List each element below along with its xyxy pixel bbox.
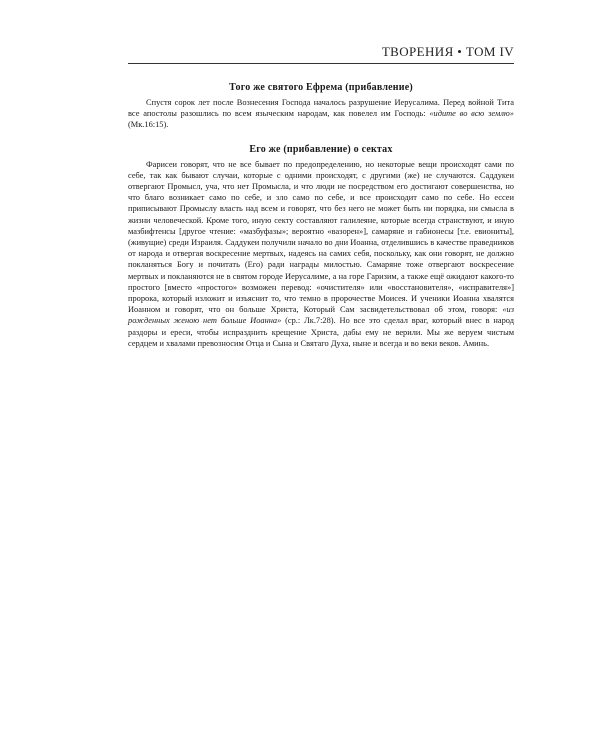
quote-run: «идите во всю землю» — [429, 109, 514, 119]
section-title-ephrem: Того же святого Ефрема (прибавление) — [229, 82, 413, 93]
page-content — [128, 82, 514, 349]
text-run: Фарисеи говорят, что не все бывает по предопределению, но некоторые вещи происходят сами по себе, так как бывают случаи, которые с одними происходят, с другими (же) не случаются. Саддукеи отвергают Промысл, уча, что нет Промысла, и что люди не посредством его достигают совершенства, но что благо возникает само по себе, и зло само по себе, и все происходит само по себе. Но ессеи приписывают Промыслу власть над всем и говорят, что без него не может быть ни порядка, ни смысла в жизни человеческой. Кроме того, иную секту составляют галилеяне, которые всегда странствуют, и иную мазбифтенсы [другое чтение: «мазбуфазы»; вероятно «вазорен»], самаряне и габионесы [т.е. евиониты], (живущие) среди Израиля. Саддукеи получили начало во дни Иоанна, отделившись в качестве праведников от народа и отвергая воскресение мертвых, надеясь на самих себя, поскольку, как они говорят, не должно покланяться Богу и почитать (Его) ради награды милостью. Самаряне тоже отвергают воскресение мертвых и покланяются не в святом городе Иерусалиме, а на горе Гаризим, а также ещё ожидают какого-то простого [вместо «простого» возможен перевод: «очистителя» или «восстановителя», «исправителя»] пророка, который изложит и изъяснит то, что темно в пророчестве Моисея. И ученики Иоанна хвалятся Иоанном и говорят, что он больше Христа, Который Сам засвидетельствовал об этом, говоря: — [128, 159, 514, 315]
running-header — [128, 44, 514, 64]
text-run: (ср.: Лк.7:28). Но все это сделал враг, который внес в народ раздоры и ереси, чтобы испразднить крещение Христа, дабы ему не верили. Мы же веруем чистым сердцем и хвалами превозносим Отца и Сына и Святаго Духа, ныне и всегда и во веки веков. Аминь. — [128, 316, 515, 348]
text-run: Спустя сорок лет после Вознесения Господа началось разрушение Иерусалима. Перед войной Тита все апостолы разошлись по всем языческим народам, как повелел им Господь: — [128, 98, 514, 119]
paragraph-ephrem — [128, 97, 514, 131]
spacer — [128, 131, 514, 144]
header-rule — [128, 63, 514, 64]
paragraph-sects — [128, 159, 514, 349]
section-title-sects: Его же (прибавление) о сектах — [249, 143, 393, 155]
quote-run: «из рожденных женою нет больше Иоанна» — [128, 305, 514, 326]
text-run: (Мк.16:15). — [128, 120, 169, 130]
running-title: ТВОРЕНИЯ • ТОМ IV — [381, 44, 514, 59]
